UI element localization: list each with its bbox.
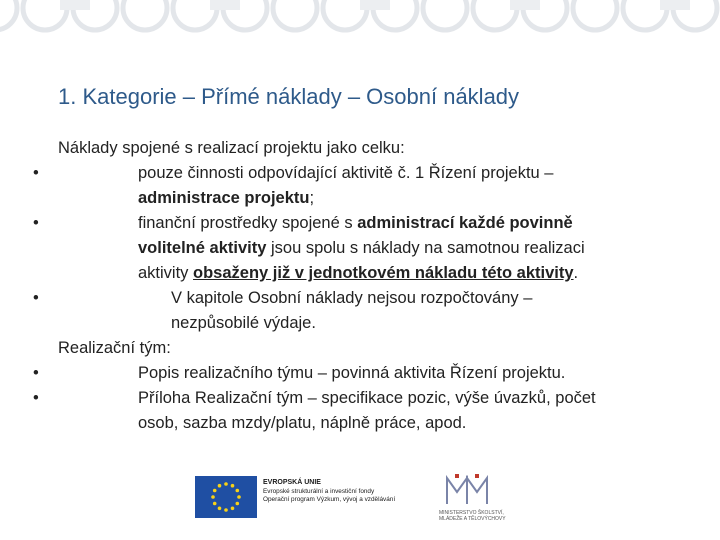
footer-logos: [195, 470, 535, 526]
list-item-nested: [58, 286, 658, 336]
bullet-text-bold: administrace projektu: [138, 189, 310, 207]
section-heading-costs: Náklady spojené s realizací projektu jako celku:: [58, 139, 405, 157]
slide-content: [58, 136, 658, 436]
bullet-text: jsou spolu s náklady na samotnou realizaci: [266, 239, 585, 257]
bullet-text: aktivity: [138, 264, 194, 282]
eu-logo-line: Operační program Výzkum, vývoj a vzdělávání: [263, 496, 396, 503]
bullet-text: .: [573, 264, 579, 282]
list-item: [58, 161, 658, 211]
msmt-logo-text: [439, 510, 506, 522]
bullet-text: Popis realizačního týmu – povinná aktivita Řízení projektu.: [138, 364, 566, 382]
bullet-text: ;: [309, 189, 315, 207]
costs-bullet-list: [58, 161, 658, 336]
msmt-logo-line: MINISTERSTVO ŠKOLSTVÍ,: [439, 510, 504, 516]
eu-flag-icon: [195, 476, 257, 518]
bullet-text: pouze činnosti odpovídající aktivitě č. 1 Řízení projektu –: [138, 164, 554, 182]
bullet-text: nezpůsobilé výdaje.: [171, 314, 316, 332]
bullet-text: osob, sazba mzdy/platu, náplně práce, apod.: [138, 414, 467, 432]
bullet-text: finanční prostředky spojené s: [138, 214, 358, 232]
eu-logo-title: EVROPSKÁ UNIE: [263, 479, 321, 486]
page-title: 1. Kategorie – Přímé náklady – Osobní náklady: [58, 84, 520, 109]
bullet-text: V kapitole Osobní náklady nejsou rozpočtovány –: [171, 289, 533, 307]
msmt-logo-line: MLÁDEŽE A TĚLOVÝCHOVY: [439, 516, 506, 522]
eu-logo-line: Evropské strukturální a investiční fondy: [263, 487, 375, 495]
team-bullet-list: [58, 361, 658, 436]
list-item: [58, 386, 658, 436]
msmt-logo-icon: [443, 472, 491, 508]
list-item: [58, 211, 658, 286]
decorative-header-pattern: [0, 0, 720, 38]
bullet-text-bold: volitelné aktivity: [138, 239, 267, 257]
bullet-text-bold: administrací každé povinně: [357, 214, 573, 232]
header-pattern-graphic: [0, 0, 720, 38]
eu-logo-text: [263, 479, 395, 505]
section-heading-team: Realizační tým:: [58, 339, 171, 357]
bullet-text: Příloha Realizační tým – specifikace pozic, výše úvazků, počet: [138, 389, 596, 407]
list-item: [58, 361, 658, 386]
bullet-text-underlined: obsaženy již v jednotkovém nákladu této aktivity: [193, 264, 574, 282]
